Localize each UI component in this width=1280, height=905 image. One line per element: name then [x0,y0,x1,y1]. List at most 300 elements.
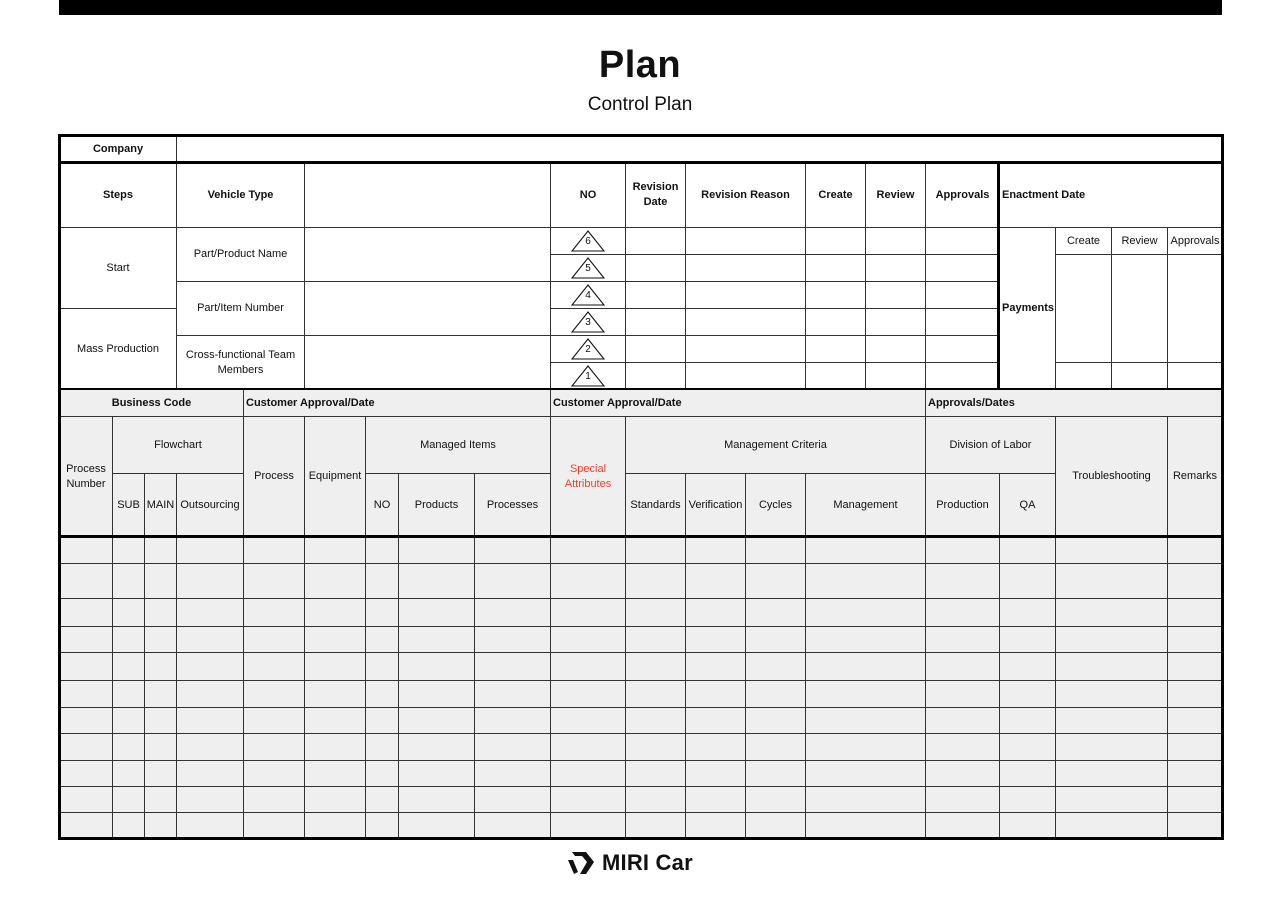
col-special-attributes: Special Attributes [550,416,626,537]
revision-triangle-icon: 1 [571,365,605,387]
cell-qa[interactable] [999,707,1056,734]
cell-qa[interactable] [999,760,1056,787]
cell-outsourcing[interactable] [176,652,244,681]
vehicle-type-label: Vehicle Type [176,162,305,228]
cell-qa[interactable] [999,652,1056,681]
revision-approvals-cell[interactable] [925,335,1000,363]
border-enactment-left [997,162,1000,390]
cell-outsourcing[interactable] [176,707,244,734]
payments-review-signature[interactable] [1111,254,1168,363]
cell-equipment[interactable] [304,733,366,761]
revision-number-cell [550,281,626,309]
cell-process[interactable] [243,707,305,734]
cell-process[interactable] [243,733,305,761]
cell-process[interactable] [243,598,305,627]
revision-approvals-cell[interactable] [925,362,1000,390]
payments-review-label: Review [1111,227,1168,255]
col-remarks: Remarks [1167,416,1223,537]
cell-management[interactable] [805,598,926,627]
revision-triangle-icon: 6 [571,230,605,252]
cell-standards[interactable] [625,786,686,813]
cell-processes[interactable] [474,536,551,564]
cell-no[interactable] [365,733,399,761]
cell-cycles[interactable] [745,652,806,681]
cell-equipment[interactable] [304,812,366,840]
col-standards: Standards [625,473,686,537]
revision-create-cell[interactable] [805,308,866,336]
cell-main[interactable] [144,536,177,564]
cell-verification[interactable] [685,812,746,840]
cell-verification[interactable] [685,733,746,761]
cell-troubleshooting[interactable] [1055,733,1168,761]
col-process-number: Process Number [59,416,113,537]
revision-create-cell[interactable] [805,254,866,282]
cell-products[interactable] [398,786,475,813]
cell-production[interactable] [925,652,1000,681]
revision-create-cell[interactable] [805,362,866,390]
revision-approvals-cell[interactable] [925,227,1000,255]
cell-products[interactable] [398,598,475,627]
revision-number-cell [550,362,626,390]
cell-no[interactable] [365,812,399,840]
col-management: Management [805,473,926,537]
revision-create-cell[interactable] [805,335,866,363]
cell-management[interactable] [805,563,926,599]
cell-processes[interactable] [474,626,551,653]
steps-label: Steps [59,162,177,228]
cell-main[interactable] [144,812,177,840]
cell-management[interactable] [805,536,926,564]
company-field[interactable] [176,135,1223,163]
revision-approvals-cell[interactable] [925,254,1000,282]
cell-production[interactable] [925,626,1000,653]
border-bottom [58,837,1224,840]
cell-main[interactable] [144,652,177,681]
cell-process-number[interactable] [59,760,113,787]
cell-no[interactable] [365,707,399,734]
cell-special-attributes[interactable] [550,536,626,564]
cell-process-number[interactable] [59,563,113,599]
cell-no[interactable] [365,680,399,708]
cell-special-attributes[interactable] [550,707,626,734]
revision-number-cell [550,227,626,255]
cell-process-number[interactable] [59,812,113,840]
cell-standards[interactable] [625,626,686,653]
cell-standards[interactable] [625,680,686,708]
revision-date-label: Revision Date [625,162,686,228]
cell-management[interactable] [805,707,926,734]
cell-troubleshooting[interactable] [1055,680,1168,708]
cell-sub[interactable] [112,598,145,627]
cell-outsourcing[interactable] [176,598,244,627]
payments-approvals-signature[interactable] [1167,254,1223,363]
cell-verification[interactable] [685,786,746,813]
cell-outsourcing[interactable] [176,812,244,840]
cell-troubleshooting[interactable] [1055,812,1168,840]
cell-qa[interactable] [999,680,1056,708]
cell-qa[interactable] [999,786,1056,813]
cell-main[interactable] [144,733,177,761]
cell-production[interactable] [925,680,1000,708]
col-verification: Verification [685,473,746,537]
revision-triangle-icon: 3 [571,311,605,333]
col-troubleshooting: Troubleshooting [1055,416,1168,537]
cell-standards[interactable] [625,760,686,787]
cell-verification[interactable] [685,626,746,653]
cell-processes[interactable] [474,760,551,787]
cell-remarks[interactable] [1167,707,1224,734]
revision-approvals-cell[interactable] [925,281,1000,309]
cell-process[interactable] [243,680,305,708]
cell-outsourcing[interactable] [176,563,244,599]
revision-reason-cell[interactable] [685,362,806,390]
cell-qa[interactable] [999,563,1056,599]
company-label: Company [59,135,177,163]
cell-qa[interactable] [999,626,1056,653]
cell-management[interactable] [805,680,926,708]
revision-create-cell[interactable] [805,281,866,309]
cell-outsourcing[interactable] [176,760,244,787]
payments-review-date[interactable] [1111,362,1168,390]
cell-troubleshooting[interactable] [1055,707,1168,734]
cell-outsourcing[interactable] [176,536,244,564]
cell-management[interactable] [805,760,926,787]
cell-main[interactable] [144,563,177,599]
cell-troubleshooting[interactable] [1055,786,1168,813]
create-label: Create [805,162,866,228]
cell-equipment[interactable] [304,626,366,653]
vehicle-type-field[interactable] [304,162,551,228]
cell-special-attributes[interactable] [550,812,626,840]
cell-process-number[interactable] [59,680,113,708]
miri-logo-icon [566,850,596,876]
cell-production[interactable] [925,812,1000,840]
cell-qa[interactable] [999,812,1056,840]
revision-review-cell[interactable] [865,254,926,282]
cell-products[interactable] [398,626,475,653]
cell-standards[interactable] [625,707,686,734]
cell-processes[interactable] [474,598,551,627]
cell-equipment[interactable] [304,680,366,708]
cell-troubleshooting[interactable] [1055,626,1168,653]
cell-management[interactable] [805,626,926,653]
revision-reason-cell[interactable] [685,335,806,363]
step-start: Start [59,227,177,309]
cell-no[interactable] [365,786,399,813]
revision-date-cell[interactable] [625,227,686,255]
cell-management[interactable] [805,786,926,813]
col-qa: QA [999,473,1056,537]
customer-approval-header-2: Customer Approval/Date [550,389,926,417]
col-managed-items: Managed Items [365,416,551,474]
col-equipment: Equipment [304,416,366,537]
payments-create-label: Create [1055,227,1112,255]
revision-review-cell[interactable] [865,335,926,363]
cell-equipment[interactable] [304,786,366,813]
revision-approvals-cell[interactable] [925,308,1000,336]
part-product-name-label: Part/Product Name [176,227,305,282]
revision-date-cell[interactable] [625,335,686,363]
cell-process[interactable] [243,536,305,564]
cell-production[interactable] [925,786,1000,813]
border-top-section-bottom [58,388,1224,390]
cell-sub[interactable] [112,680,145,708]
cell-products[interactable] [398,733,475,761]
cell-process-number[interactable] [59,786,113,813]
cell-production[interactable] [925,563,1000,599]
cell-sub[interactable] [112,707,145,734]
cell-no[interactable] [365,760,399,787]
cell-special-attributes[interactable] [550,680,626,708]
step-mass-production: Mass Production [59,308,177,390]
part-product-name-field[interactable] [304,227,551,282]
cell-main[interactable] [144,707,177,734]
cell-process[interactable] [243,786,305,813]
cell-equipment[interactable] [304,598,366,627]
part-item-number-field[interactable] [304,281,551,336]
payments-create-date[interactable] [1055,362,1112,390]
cell-cycles[interactable] [745,680,806,708]
revision-number-cell [550,254,626,282]
cell-qa[interactable] [999,536,1056,564]
page-subtitle: Control Plan [587,94,693,115]
cell-qa[interactable] [999,733,1056,761]
cell-sub[interactable] [112,812,145,840]
col-process: Process [243,416,305,537]
cell-process-number[interactable] [59,536,113,564]
cell-products[interactable] [398,707,475,734]
cell-verification[interactable] [685,680,746,708]
cell-no[interactable] [365,652,399,681]
cell-outsourcing[interactable] [176,733,244,761]
cell-cycles[interactable] [745,760,806,787]
cell-verification[interactable] [685,563,746,599]
border-header-bottom [58,535,1224,538]
cell-production[interactable] [925,760,1000,787]
cell-process[interactable] [243,626,305,653]
cell-products[interactable] [398,536,475,564]
cell-cycles[interactable] [745,733,806,761]
cell-sub[interactable] [112,536,145,564]
col-production: Production [925,473,1000,537]
cell-remarks[interactable] [1167,652,1224,681]
revision-triangle-icon: 4 [571,284,605,306]
cell-special-attributes[interactable] [550,652,626,681]
cell-standards[interactable] [625,812,686,840]
cell-remarks[interactable] [1167,786,1224,813]
cell-cycles[interactable] [745,812,806,840]
cell-cycles[interactable] [745,707,806,734]
cell-production[interactable] [925,733,1000,761]
cell-verification[interactable] [685,652,746,681]
cell-outsourcing[interactable] [176,786,244,813]
cell-equipment[interactable] [304,536,366,564]
cell-process-number[interactable] [59,707,113,734]
cell-equipment[interactable] [304,563,366,599]
cell-special-attributes[interactable] [550,563,626,599]
cell-remarks[interactable] [1167,598,1224,627]
revision-reason-cell[interactable] [685,227,806,255]
customer-approval-header-1: Customer Approval/Date [243,389,551,417]
cell-standards[interactable] [625,536,686,564]
revision-reason-cell[interactable] [685,254,806,282]
cell-remarks[interactable] [1167,680,1224,708]
cell-process[interactable] [243,652,305,681]
cell-troubleshooting[interactable] [1055,652,1168,681]
cell-cycles[interactable] [745,626,806,653]
cell-main[interactable] [144,680,177,708]
payments-create-signature[interactable] [1055,254,1112,363]
cell-processes[interactable] [474,733,551,761]
cell-outsourcing[interactable] [176,680,244,708]
payments-approvals-date[interactable] [1167,362,1223,390]
cell-remarks[interactable] [1167,563,1224,599]
revision-date-cell[interactable] [625,281,686,309]
cell-sub[interactable] [112,760,145,787]
approvals-dates-header: Approvals/Dates [925,389,1223,417]
col-processes: Processes [474,473,551,537]
cell-sub[interactable] [112,733,145,761]
cell-standards[interactable] [625,733,686,761]
cell-processes[interactable] [474,652,551,681]
cell-standards[interactable] [625,652,686,681]
col-outsourcing: Outsourcing [176,473,244,537]
cell-special-attributes[interactable] [550,733,626,761]
cell-products[interactable] [398,652,475,681]
cell-processes[interactable] [474,680,551,708]
team-members-field[interactable] [304,335,551,390]
cell-equipment[interactable] [304,652,366,681]
cell-troubleshooting[interactable] [1055,760,1168,787]
col-no: NO [365,473,399,537]
revision-date-cell[interactable] [625,254,686,282]
col-products: Products [398,473,475,537]
cell-sub[interactable] [112,626,145,653]
cell-remarks[interactable] [1167,812,1224,840]
revision-number-cell [550,308,626,336]
revision-date-cell[interactable] [625,308,686,336]
cell-special-attributes[interactable] [550,598,626,627]
cell-troubleshooting[interactable] [1055,536,1168,564]
cell-special-attributes[interactable] [550,626,626,653]
revision-date-cell[interactable] [625,362,686,390]
cell-processes[interactable] [474,707,551,734]
cell-remarks[interactable] [1167,760,1224,787]
cell-main[interactable] [144,626,177,653]
cell-special-attributes[interactable] [550,786,626,813]
cell-verification[interactable] [685,760,746,787]
col-cycles: Cycles [745,473,806,537]
cell-troubleshooting[interactable] [1055,598,1168,627]
cell-verification[interactable] [685,536,746,564]
revision-reason-cell[interactable] [685,308,806,336]
cell-equipment[interactable] [304,760,366,787]
cell-remarks[interactable] [1167,733,1224,761]
cell-sub[interactable] [112,563,145,599]
payments-label: Payments [999,227,1056,390]
cell-special-attributes[interactable] [550,760,626,787]
col-main: MAIN [144,473,177,537]
cell-main[interactable] [144,760,177,787]
cell-products[interactable] [398,812,475,840]
revision-create-cell[interactable] [805,227,866,255]
cell-production[interactable] [925,707,1000,734]
col-flowchart: Flowchart [112,416,244,474]
cell-no[interactable] [365,536,399,564]
cell-sub[interactable] [112,786,145,813]
revision-review-cell[interactable] [865,362,926,390]
no-label: NO [550,162,626,228]
cell-main[interactable] [144,598,177,627]
cell-products[interactable] [398,563,475,599]
cell-qa[interactable] [999,598,1056,627]
enactment-date-label: Enactment Date [999,162,1223,228]
cell-production[interactable] [925,536,1000,564]
cell-management[interactable] [805,812,926,840]
cell-process-number[interactable] [59,626,113,653]
cell-verification[interactable] [685,598,746,627]
cell-remarks[interactable] [1167,626,1224,653]
cell-process-number[interactable] [59,652,113,681]
cell-products[interactable] [398,760,475,787]
cell-remarks[interactable] [1167,536,1224,564]
cell-management[interactable] [805,652,926,681]
revision-review-cell[interactable] [865,281,926,309]
cell-standards[interactable] [625,563,686,599]
cell-equipment[interactable] [304,707,366,734]
cell-processes[interactable] [474,786,551,813]
revision-review-cell[interactable] [865,308,926,336]
cell-no[interactable] [365,626,399,653]
cell-process[interactable] [243,760,305,787]
cell-production[interactable] [925,598,1000,627]
payments-approvals-label: Approvals [1167,227,1223,255]
cell-main[interactable] [144,786,177,813]
cell-standards[interactable] [625,598,686,627]
cell-products[interactable] [398,680,475,708]
cell-cycles[interactable] [745,536,806,564]
cell-verification[interactable] [685,707,746,734]
revision-reason-cell[interactable] [685,281,806,309]
border-top [58,134,1224,137]
cell-no[interactable] [365,563,399,599]
cell-cycles[interactable] [745,598,806,627]
team-members-label: Cross-functional Team Members [176,335,305,390]
cell-process-number[interactable] [59,598,113,627]
cell-processes[interactable] [474,563,551,599]
brand-name: MIRI Car [602,850,693,875]
cell-process[interactable] [243,563,305,599]
cell-process[interactable] [243,812,305,840]
revision-reason-label: Revision Reason [685,162,806,228]
col-sub: SUB [112,473,145,537]
cell-cycles[interactable] [745,563,806,599]
cell-cycles[interactable] [745,786,806,813]
cell-troubleshooting[interactable] [1055,563,1168,599]
cell-outsourcing[interactable] [176,626,244,653]
cell-processes[interactable] [474,812,551,840]
revision-triangle-icon: 5 [571,257,605,279]
revision-review-cell[interactable] [865,227,926,255]
cell-no[interactable] [365,598,399,627]
cell-sub[interactable] [112,652,145,681]
border-left [58,134,61,840]
border-company-bottom [58,161,1224,164]
page-title: Plan [598,44,682,86]
business-code-header: Business Code [59,389,244,417]
cell-process-number[interactable] [59,733,113,761]
cell-management[interactable] [805,733,926,761]
